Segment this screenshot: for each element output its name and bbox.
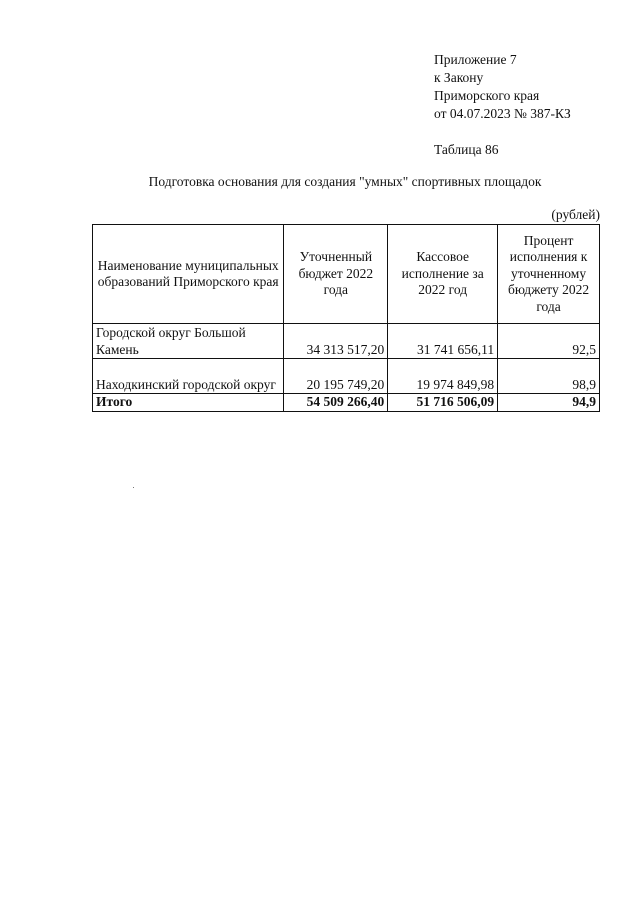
document-title: Подготовка основания для создания "умных" спортивных площадок bbox=[148, 174, 542, 189]
unit-label: (рублей) bbox=[551, 207, 600, 222]
total-budget: 54 509 266,40 bbox=[284, 394, 388, 412]
cell-budget: 34 313 517,20 bbox=[284, 324, 388, 359]
header-percent: Процент исполнения к уточненному бюджету 2022 года bbox=[498, 225, 600, 324]
header-municipality: Наименование муниципальных образований Приморского края bbox=[93, 225, 284, 324]
appendix-line: от 04.07.2023 № 387-КЗ bbox=[434, 106, 571, 121]
cell-percent: 92,5 bbox=[498, 324, 600, 359]
cell-percent: 98,9 bbox=[498, 359, 600, 394]
cell-municipality: Находкинский городской округ bbox=[93, 359, 284, 394]
total-label: Итого bbox=[93, 394, 284, 412]
appendix-line: Приложение 7 bbox=[434, 52, 517, 67]
table-header-row bbox=[93, 225, 600, 324]
table-number: Таблица 86 bbox=[434, 142, 499, 157]
cell-municipality: Городской округ Большой Камень bbox=[93, 324, 284, 359]
total-percent: 94,9 bbox=[498, 394, 600, 412]
appendix-line: к Закону bbox=[434, 70, 484, 85]
cell-execution: 31 741 656,11 bbox=[388, 324, 498, 359]
table-row bbox=[93, 359, 600, 394]
budget-table bbox=[92, 224, 600, 412]
appendix-reference bbox=[434, 51, 571, 123]
appendix-line: Приморского края bbox=[434, 88, 540, 103]
scan-speck bbox=[133, 487, 134, 488]
cell-budget: 20 195 749,20 bbox=[284, 359, 388, 394]
header-budget: Уточненный бюджет 2022 года bbox=[284, 225, 388, 324]
total-execution: 51 716 506,09 bbox=[388, 394, 498, 412]
cell-execution: 19 974 849,98 bbox=[388, 359, 498, 394]
table-total-row bbox=[93, 394, 600, 412]
table-row bbox=[93, 324, 600, 359]
header-execution: Кассовое исполнение за 2022 год bbox=[388, 225, 498, 324]
